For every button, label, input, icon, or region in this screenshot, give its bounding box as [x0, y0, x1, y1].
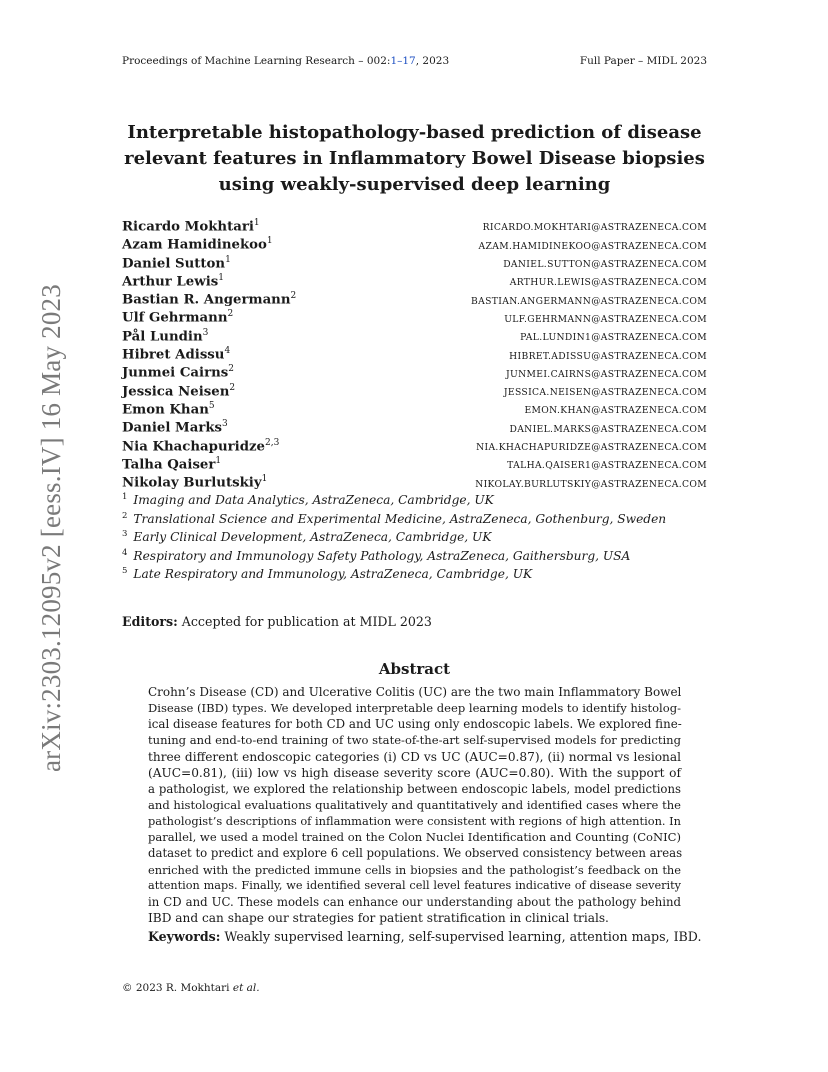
abstract-body [148, 684, 681, 926]
author-name: Hibret Adissu$^4$ [122, 346, 231, 363]
author-name: Daniel Marks$^3$ [122, 419, 228, 436]
abstract-line: attention maps. Finally, we identified several cell level features indicative of disease severity [148, 878, 681, 892]
affiliation-text: Early Clinical Development, AstraZeneca, Cambridge, UK [133, 530, 492, 545]
paper-type: Full Paper – MIDL 2023 [579, 55, 707, 67]
affiliation-marker: 1 [253, 218, 260, 228]
author-row [122, 291, 707, 309]
page-range-link[interactable]: 1–17 [390, 55, 416, 67]
affiliation-marker: 4 [224, 346, 231, 357]
abstract-heading: Abstract [378, 660, 451, 678]
editors-note [122, 614, 432, 629]
affiliation-text: Respiratory and Immunology Safety Pathology, AstraZeneca, Gaithersburg, USA [133, 548, 631, 563]
author-row [122, 309, 707, 327]
affiliation-marker: 2 [290, 291, 297, 302]
affiliation-item [122, 492, 707, 511]
keywords-label: Keywords: [148, 929, 221, 944]
author-name: Jessica Neisen$^2$ [122, 382, 236, 400]
affiliation-item [122, 511, 707, 530]
author-row [122, 236, 707, 254]
affiliation-text: Imaging and Data Analytics, AstraZeneca, Cambridge, UK [133, 493, 494, 508]
author-email[interactable]: RICARDO.MOKHTARI@ASTRAZENECA.COM [482, 222, 707, 234]
author-name: Bastian R. Angermann$^2$ [122, 291, 297, 308]
author-email[interactable]: DANIEL.MARKS@ASTRAZENECA.COM [509, 423, 707, 435]
abstract-line: Disease (IBD) types. We developed interpretable deep learning models to identify histolog- [148, 701, 681, 716]
affiliation-item [122, 566, 707, 585]
affiliation-text: Late Respiratory and Immunology, AstraZeneca, Cambridge, UK [133, 567, 533, 582]
author-name: Junmei Cairns$^2$ [122, 364, 234, 381]
copyright-notice: © 2023 R. Mokhtari et al. [122, 982, 260, 994]
abstract-line: three different endoscopic categories (i) CD vs UC (AUC=0.87), (ii) normal vs lesional [148, 749, 681, 764]
abstract-line: parallel, we used a model trained on the Colon Nuclei Identification and Counting (CoNIC) [148, 830, 681, 845]
author-row [122, 419, 707, 437]
author-row [122, 401, 707, 419]
author-name: Ulf Gehrmann$^2$ [122, 309, 234, 326]
author-row [122, 255, 707, 273]
author-name: Ricardo Mokhtari$^1$ [122, 218, 260, 235]
keywords-text: Weakly supervised learning, self-supervised learning, attention maps, IBD. [220, 929, 702, 944]
author-row [122, 383, 707, 401]
paper-title: Interpretable histopathology-based prediction of disease relevant features in Inflammatory Bowel Disease biopsies using weakly-supervised deep learning [124, 122, 705, 195]
author-row [122, 438, 707, 456]
author-row [122, 346, 707, 364]
author-email[interactable]: JESSICA.NEISEN@ASTRAZENECA.COM [503, 387, 707, 399]
running-head [122, 55, 707, 67]
abstract-line: a pathologist, we explored the relationship between endoscopic labels, model predictions [148, 781, 681, 796]
author-name: Nia Khachapuridze$^{2,3}$ [122, 437, 280, 454]
author-name: Emon Khan$^5$ [122, 400, 215, 418]
author-name: Nikolay Burlutskiy$^1$ [122, 474, 268, 491]
abstract-line: Crohn’s Disease (CD) and Ulcerative Colitis (UC) are the two main Inflammatory Bowel [148, 685, 682, 699]
affiliation-marker: 5 [208, 400, 215, 411]
affiliation-text: Translational Science and Experimental Medicine, AstraZeneca, Gothenburg, Sweden [133, 511, 667, 526]
author-email[interactable]: EMON.KHAN@ASTRAZENECA.COM [524, 405, 707, 417]
author-email[interactable]: ARTHUR.LEWIS@ASTRAZENECA.COM [509, 277, 707, 289]
abstract-line: tuning and end-to-end training of two state-of-the-art self-supervised models for predicting [148, 733, 681, 748]
affiliation-number: 4 [122, 547, 128, 558]
author-row [122, 474, 707, 492]
author-email[interactable]: AZAM.HAMIDINEKOO@ASTRAZENECA.COM [478, 240, 707, 252]
abstract-line: ical disease features for both CD and UC using only endoscopic labels. We explored fine- [148, 717, 682, 732]
abstract-line: in CD and UC. These models can enhance our understanding about the pathology behind [148, 894, 681, 909]
abstract-line: IBD and can shape our strategies for patient stratification in clinical trials. [148, 910, 609, 925]
affiliation-marker: 1 [266, 236, 273, 247]
author-list [122, 218, 707, 492]
arxiv-identifier: arXiv:2303.12095v2 [eess.IV] 16 May 2023 [36, 284, 66, 772]
author-email[interactable]: ULF.GEHRMANN@ASTRAZENECA.COM [504, 313, 707, 325]
affiliation-marker: 2,3 [265, 437, 280, 448]
journal-citation: Proceedings of Machine Learning Research – 002:1–17, 2023 [122, 55, 450, 67]
abstract-line: and histological evaluations qualitatively and quantitatively and identified cases where the [148, 797, 681, 812]
author-name: Arthur Lewis$^1$ [122, 272, 224, 290]
affiliation-marker: 1 [225, 254, 231, 265]
affiliation-marker: 1 [261, 474, 268, 485]
author-email[interactable]: JUNMEI.CAIRNS@ASTRAZENECA.COM [505, 368, 707, 380]
abstract-line: enriched with the predicted immune cells in biopsies and the pathologist’s feedback on the [148, 862, 681, 877]
abstract-line: dataset to predict and explore 6 cell populations. We observed consistency between areas [148, 846, 683, 861]
affiliation-list [122, 492, 707, 585]
abstract-line: (AUC=0.81), (iii) low vs high disease severity score (AUC=0.80). With the support of [148, 765, 681, 780]
abstract-line: pathologist’s descriptions of inflammation were consistent with regions of high attention. In [148, 814, 682, 829]
editors-text: Accepted for publication at MIDL 2023 [177, 614, 432, 629]
affiliation-marker: 2 [227, 309, 234, 320]
affiliation-marker: 1 [218, 272, 224, 283]
affiliation-item [122, 548, 707, 567]
author-name: Azam Hamidinekoo$^1$ [122, 236, 273, 253]
author-row [122, 328, 707, 346]
affiliation-number: 1 [122, 492, 128, 502]
author-email[interactable]: NIA.KHACHAPURIDZE@ASTRAZENECA.COM [476, 441, 707, 453]
affiliation-number: 2 [122, 510, 128, 521]
affiliation-marker: 3 [222, 419, 228, 430]
author-email[interactable]: NIKOLAY.BURLUTSKIY@ASTRAZENECA.COM [475, 478, 707, 490]
author-name: Pål Lundin$^3$ [122, 327, 209, 345]
author-row [122, 456, 707, 474]
author-email[interactable]: BASTIAN.ANGERMANN@ASTRAZENECA.COM [471, 295, 707, 307]
author-name: Daniel Sutton$^1$ [122, 254, 231, 272]
author-row [122, 273, 707, 291]
author-email[interactable]: DANIEL.SUTTON@ASTRAZENECA.COM [503, 259, 707, 271]
affiliation-marker: 2 [228, 364, 234, 375]
editors-label: Editors: [122, 614, 178, 629]
author-name: Talha Qaiser$^1$ [122, 455, 222, 473]
author-row [122, 364, 707, 382]
author-email[interactable]: PAL.LUNDIN1@ASTRAZENECA.COM [520, 332, 707, 344]
author-row [122, 218, 707, 236]
affiliation-marker: 2 [229, 382, 236, 393]
author-email[interactable]: TALHA.QAISER1@ASTRAZENECA.COM [507, 460, 707, 472]
affiliation-item [122, 529, 707, 548]
affiliation-marker: 1 [215, 455, 222, 466]
keywords [148, 929, 701, 944]
affiliation-number: 5 [122, 566, 128, 577]
author-email[interactable]: HIBRET.ADISSU@ASTRAZENECA.COM [509, 350, 707, 362]
affiliation-number: 3 [122, 529, 128, 540]
affiliation-marker: 3 [202, 327, 209, 338]
